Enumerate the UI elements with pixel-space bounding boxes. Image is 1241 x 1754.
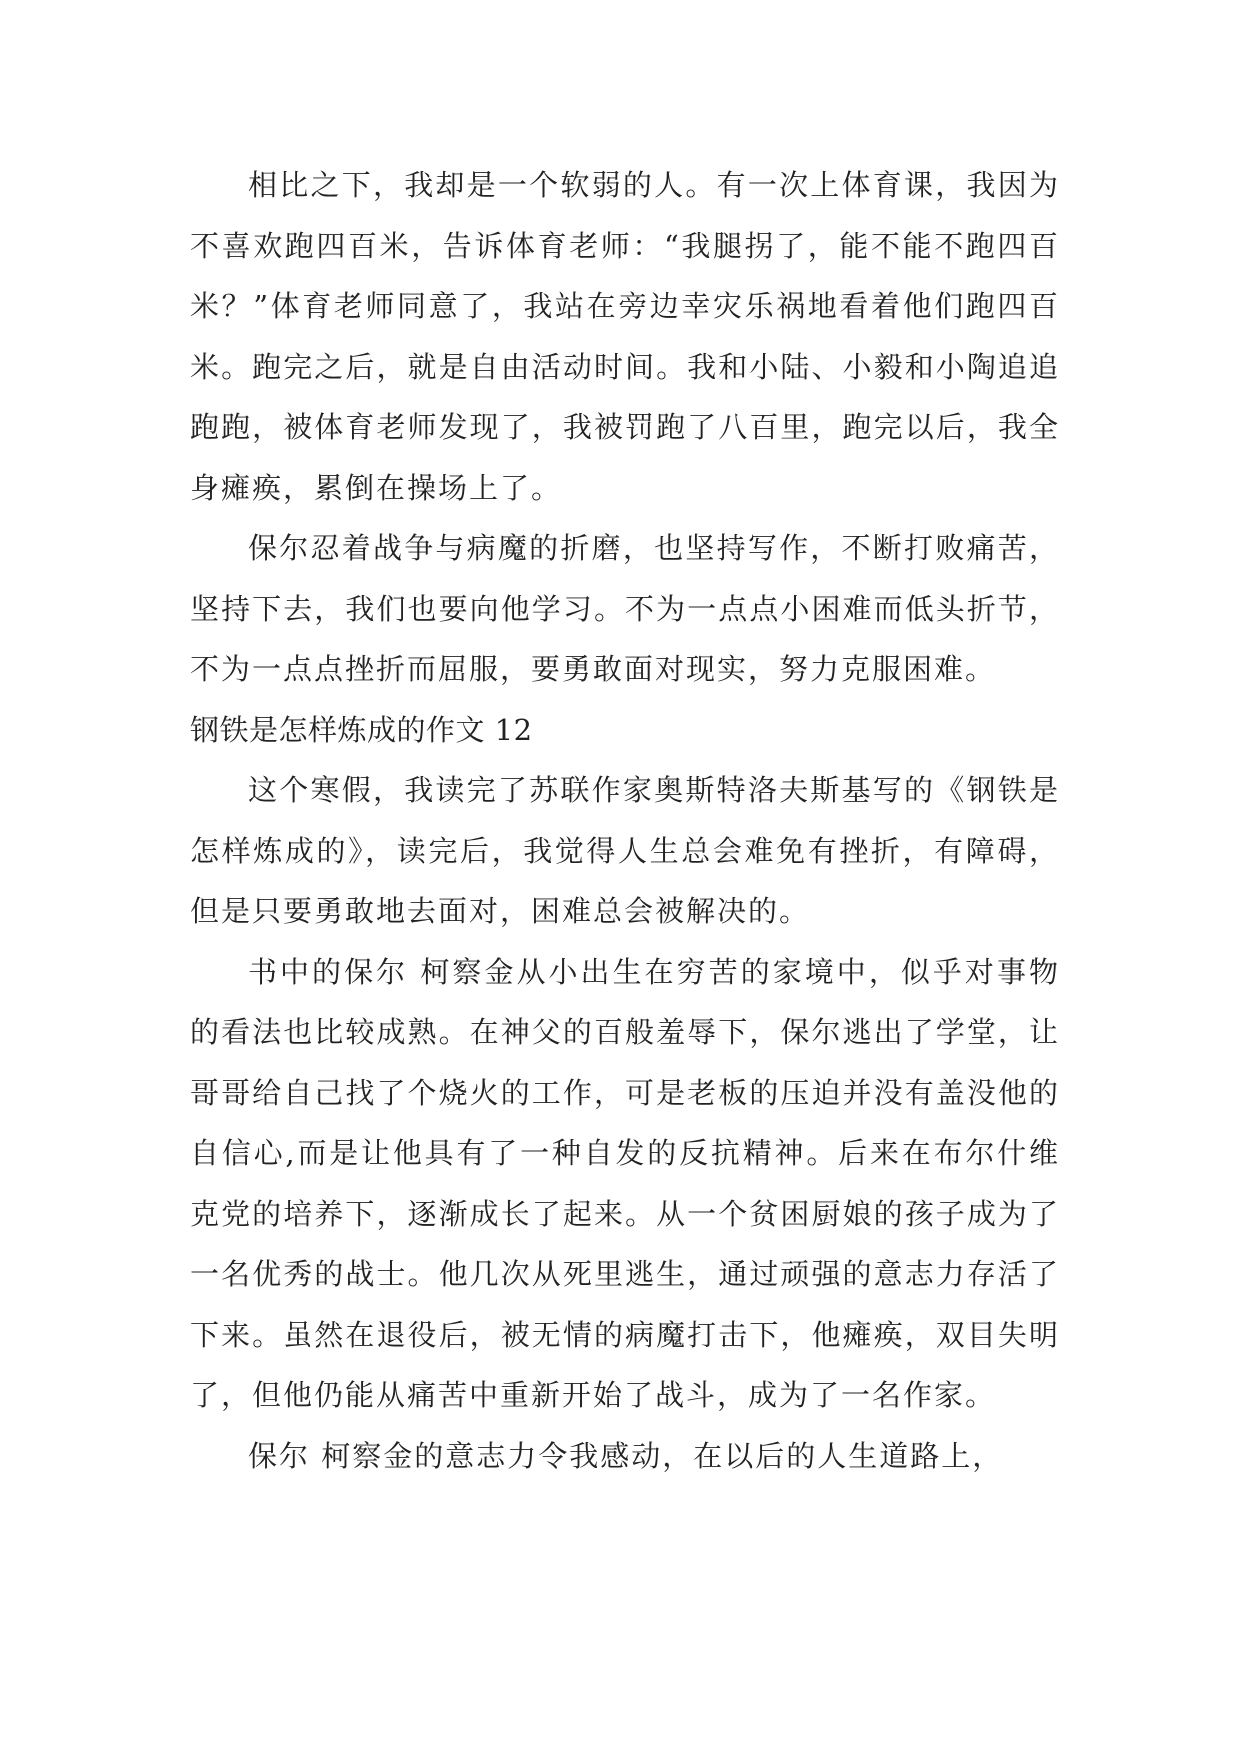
document-body: [190, 155, 1060, 1486]
paragraph-3: 这个寒假，我读完了苏联作家奥斯特洛夫斯基写的《钢铁是怎样炼成的》，读完后，我觉得人生总会难免有挫折，有障碍，但是只要勇敢地去面对，困难总会被解决的。: [190, 773, 1060, 928]
paragraph-5: 保尔 柯察金的意志力令我感动，在以后的人生道路上，: [248, 1438, 1004, 1473]
paragraph-1: 相比之下，我却是一个软弱的人。有一次上体育课，我因为不喜欢跑四百米，告诉体育老师：“我腿拐了，能不能不跑四百米？”体育老师同意了，我站在旁边幸灾乐祸地看着他们跑四百米。跑完之后，就是自由活动时间。我和小陆、小毅和小陶追追跑跑，被体育老师发现了，我被罚跑了八百里，跑完以后，我全身瘫痪，累倒在操场上了。: [190, 168, 1060, 505]
paragraph-2: 保尔忍着战争与病魔的折磨，也坚持写作，不断打败痛苦，坚持下去，我们也要向他学习。不为一点点小困难而低头折节，不为一点点挫折而屈服，要勇敢面对现实，努力克服困难。: [190, 531, 1060, 686]
essay-heading: 钢铁是怎样炼成的作文 12: [190, 712, 533, 747]
paragraph-4: 书中的保尔 柯察金从小出生在穷苦的家境中，似乎对事物的看法也比较成熟。在神父的百般羞辱下，保尔逃出了学堂，让哥哥给自己找了个烧火的工作，可是老板的压迫并没有盖没他的自信心,而是让他具有了一种自发的反抗精神。后来在布尔什维克党的培养下，逐渐成长了起来。从一个贫困厨娘的孩子成为了一名优秀的战士。他几次从死里逃生，通过顽强的意志力存活了下来。虽然在退役后，被无情的病魔打击下，他瘫痪，双目失明了，但他仍能从痛苦中重新开始了战斗，成为了一名作家。: [190, 954, 1060, 1412]
